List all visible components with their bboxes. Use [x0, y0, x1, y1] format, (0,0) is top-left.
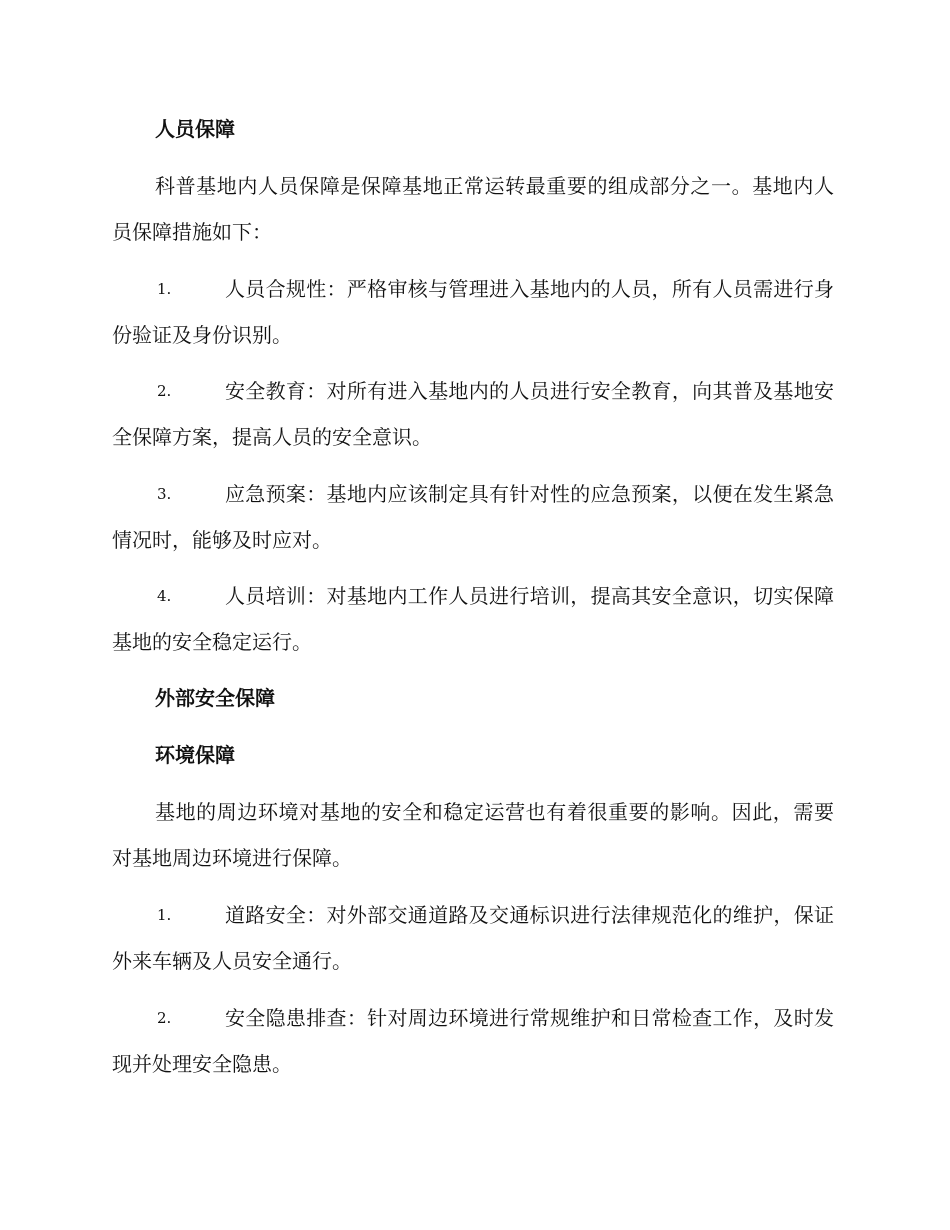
- list-item: [112, 995, 834, 1087]
- paragraph-environment-intro: 基地的周边环境对基地的安全和稳定运营也有着很重要的影响。因此，需要对基地周边环境进行保障。: [112, 800, 834, 870]
- list-item: [112, 573, 834, 665]
- list-item-text: 道路安全：对外部交通道路及交通标识进行法律规范化的维护，保证外来车辆及人员安全通行。: [112, 903, 834, 973]
- section-heading-environment: 环境保障: [155, 743, 235, 767]
- list-item-number: 2.: [157, 382, 172, 400]
- list-item-number: 1.: [157, 280, 172, 298]
- list-item-number: 1.: [157, 906, 172, 924]
- list-item-text: 人员培训：对基地内工作人员进行培训，提高其安全意识，切实保障基地的安全稳定运行。: [112, 584, 834, 654]
- section-heading-personnel: 人员保障: [155, 117, 235, 141]
- paragraph-personnel-intro: 科普基地内人员保障是保障基地正常运转最重要的组成部分之一。基地内人员保障措施如下：: [112, 174, 834, 244]
- list-item-number: 3.: [157, 485, 172, 503]
- list-item-number: 2.: [157, 1009, 172, 1027]
- list-item-number: 4.: [157, 587, 172, 605]
- list-item: [112, 368, 834, 460]
- list-item-text: 安全教育：对所有进入基地内的人员进行安全教育，向其普及基地安全保障方案，提高人员的安全意识。: [112, 379, 834, 449]
- list-item: [112, 471, 834, 563]
- list-item-text: 人员合规性：严格审核与管理进入基地内的人员，所有人员需进行身份验证及身份识别。: [112, 277, 834, 347]
- list-item: [112, 892, 834, 984]
- list-item-text: 应急预案：基地内应该制定具有针对性的应急预案，以便在发生紧急情况时，能够及时应对。: [112, 482, 834, 552]
- list-item: [112, 266, 834, 358]
- list-item-text: 安全隐患排查：针对周边环境进行常规维护和日常检查工作，及时发现并处理安全隐患。: [112, 1006, 834, 1076]
- section-heading-external: 外部安全保障: [155, 686, 275, 710]
